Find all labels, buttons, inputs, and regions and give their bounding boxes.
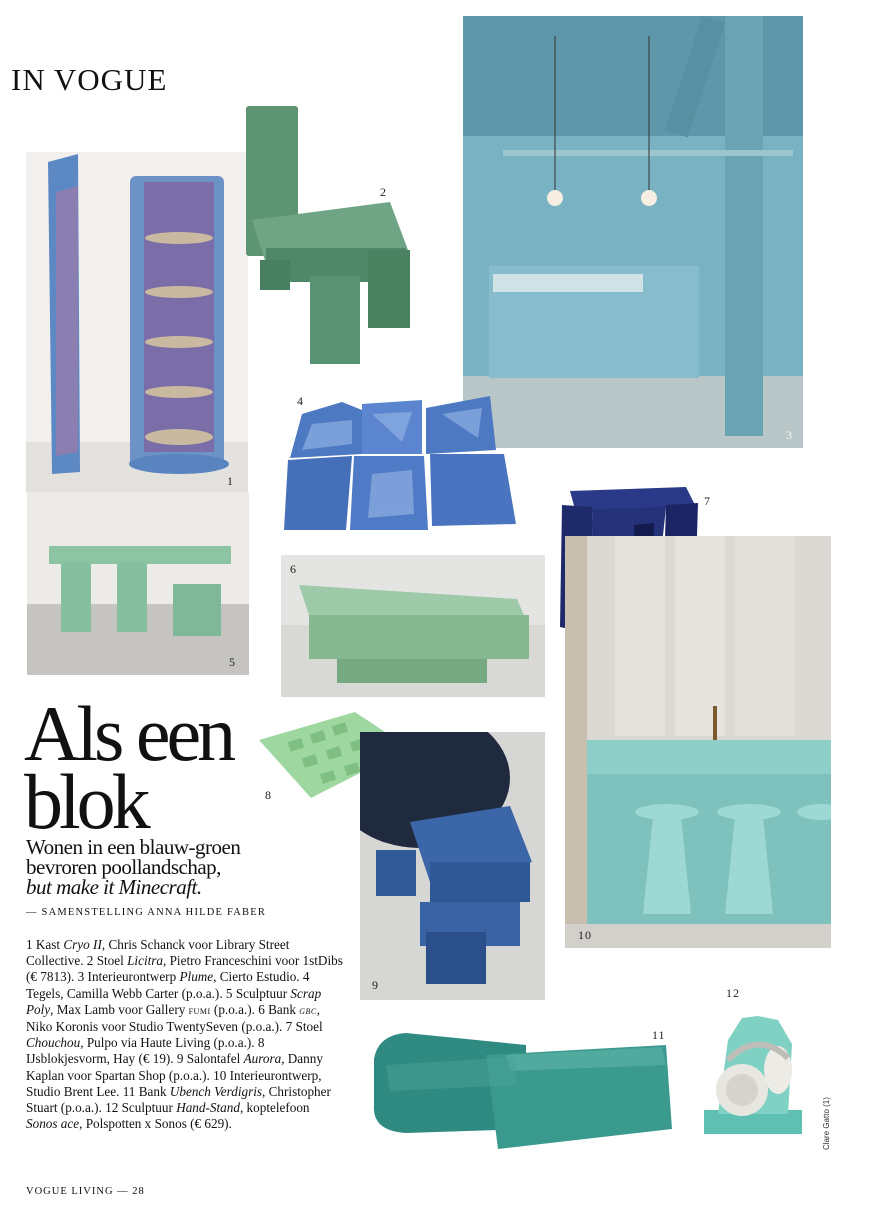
caption-text: , Niko Koronis voor Studio TwentySeven (p.o.a.).	[26, 1001, 321, 1035]
number-label: 8	[265, 788, 272, 802]
caption-text: Kast	[35, 937, 64, 952]
photo-table-aurora	[360, 732, 545, 1000]
caption-num: 8	[257, 1035, 265, 1051]
caption-text: Bank	[268, 1001, 300, 1017]
number-label: 7	[704, 494, 711, 508]
chair-illustration	[240, 100, 420, 368]
caption-text: Stoel	[96, 953, 128, 969]
number-label: 12	[726, 986, 740, 1000]
number-label: 1	[227, 474, 234, 488]
caption-num: 10	[213, 1067, 227, 1083]
subhead-line-1: Wonen in een blauw-groen	[26, 835, 241, 859]
caption-text: IJsblokjesvorm, Hay (€ 19).	[26, 1051, 174, 1067]
caption-text: Interieurontwerp	[87, 969, 180, 985]
photo-bench-gbc	[281, 555, 545, 697]
caption-text: , Christopher Stuart (p.o.a.).	[26, 1083, 331, 1116]
photo-interior-brent-lee	[565, 536, 831, 948]
caption-text: , koptelefoon	[239, 1100, 310, 1116]
caption-product: Plume	[179, 969, 214, 985]
number-label: 4	[297, 394, 304, 408]
section-title: IN VOGUE	[11, 62, 168, 97]
caption-text: , Chris Schanck voor Library Street Collective.	[26, 937, 290, 969]
bench-illustration	[281, 555, 545, 697]
photo-hand-stand	[698, 1010, 808, 1136]
caption-text: Bank	[138, 1083, 170, 1099]
photo-cabinet	[26, 152, 248, 492]
photo-bench-ubench	[366, 1025, 674, 1153]
caption-product: gbc	[299, 1004, 317, 1017]
number-label: 2	[380, 185, 387, 199]
number-label: 6	[290, 562, 297, 576]
caption-text: , Polspotten x Sonos (€ 629).	[79, 1116, 232, 1132]
interior-illustration	[463, 16, 803, 448]
number-label: 9	[372, 978, 379, 992]
caption-num: 3	[77, 969, 85, 985]
captions	[26, 937, 344, 1132]
caption-text: , Max Lamb voor Gallery	[50, 1001, 189, 1017]
caption-text: Sculptuur	[121, 1100, 177, 1116]
tiles-illustration	[282, 394, 518, 532]
headline-line-2: blok	[24, 758, 147, 845]
caption-product: Sonos ace	[26, 1116, 80, 1132]
number-label: 3	[786, 428, 793, 442]
subhead-line-3: but make it Minecraft.	[26, 875, 202, 899]
caption-product: Aurora	[243, 1051, 282, 1067]
caption-num: 12	[105, 1100, 119, 1116]
number-label: 10	[578, 928, 592, 942]
caption-text: , Pulpo via Haute Living (p.o.a.).	[80, 1035, 255, 1051]
caption-text: Stoel	[295, 1019, 323, 1035]
caption-product: Licitra	[127, 953, 163, 969]
caption-product: Cryo II	[63, 937, 102, 952]
headline-line-1: Als een	[24, 690, 233, 777]
subhead-line-2: bevroren poollandschap,	[26, 855, 221, 879]
photo-tiles	[282, 394, 518, 532]
page-footer: VOGUE LIVING — 28	[26, 1186, 145, 1197]
caption-num: 5	[225, 985, 233, 1001]
photo-chair	[240, 100, 420, 368]
caption-text: fumi	[188, 1004, 211, 1017]
kitchen-illustration	[565, 536, 831, 948]
caption-text: , Pietro Franceschini voor 1stDibs (€ 7813).	[26, 953, 343, 985]
caption-product: Hand-Stand	[176, 1100, 240, 1116]
subhead	[26, 837, 276, 897]
sculpture-illustration	[27, 492, 249, 675]
caption-text: Interieurontwerp, Studio Brent Lee.	[26, 1067, 322, 1099]
caption-product: Chouchou	[26, 1035, 81, 1051]
byline: — SAMENSTELLING ANNA HILDE FABER	[26, 907, 267, 918]
caption-num: 4	[302, 969, 310, 985]
caption-text: Tegels, Camilla Webb Carter (p.o.a.).	[26, 985, 223, 1001]
caption-text: Sculptuur	[235, 985, 291, 1001]
headline	[24, 690, 233, 845]
caption-text: Salontafel	[186, 1051, 244, 1067]
photo-sculpture-scrap-poly	[27, 492, 249, 675]
number-label: 5	[229, 655, 236, 669]
caption-num: 7	[285, 1019, 293, 1035]
caption-num: 6	[258, 1001, 265, 1017]
caption-num: 9	[176, 1051, 184, 1067]
caption-text: , Danny Kaplan voor Spartan Shop (p.o.a.).	[26, 1051, 323, 1083]
photo-credit: Clare Gatto (1)	[822, 1097, 831, 1150]
caption-num: 2	[86, 953, 94, 969]
caption-product: Scrap Poly	[26, 985, 322, 1017]
caption-num: 1	[26, 937, 33, 952]
cabinet-illustration	[26, 152, 248, 492]
ubench-illustration	[366, 1025, 674, 1153]
caption-product: Ubench Verdigris	[169, 1083, 263, 1099]
number-label: 11	[652, 1028, 666, 1042]
caption-text: (p.o.a.).	[210, 1001, 255, 1017]
photo-interior-plume	[463, 16, 803, 448]
caption-text: , Cierto Estudio.	[213, 969, 300, 985]
hand-stand-illustration	[698, 1010, 808, 1136]
caption-num: 11	[122, 1083, 136, 1099]
table-illustration	[360, 732, 545, 1000]
